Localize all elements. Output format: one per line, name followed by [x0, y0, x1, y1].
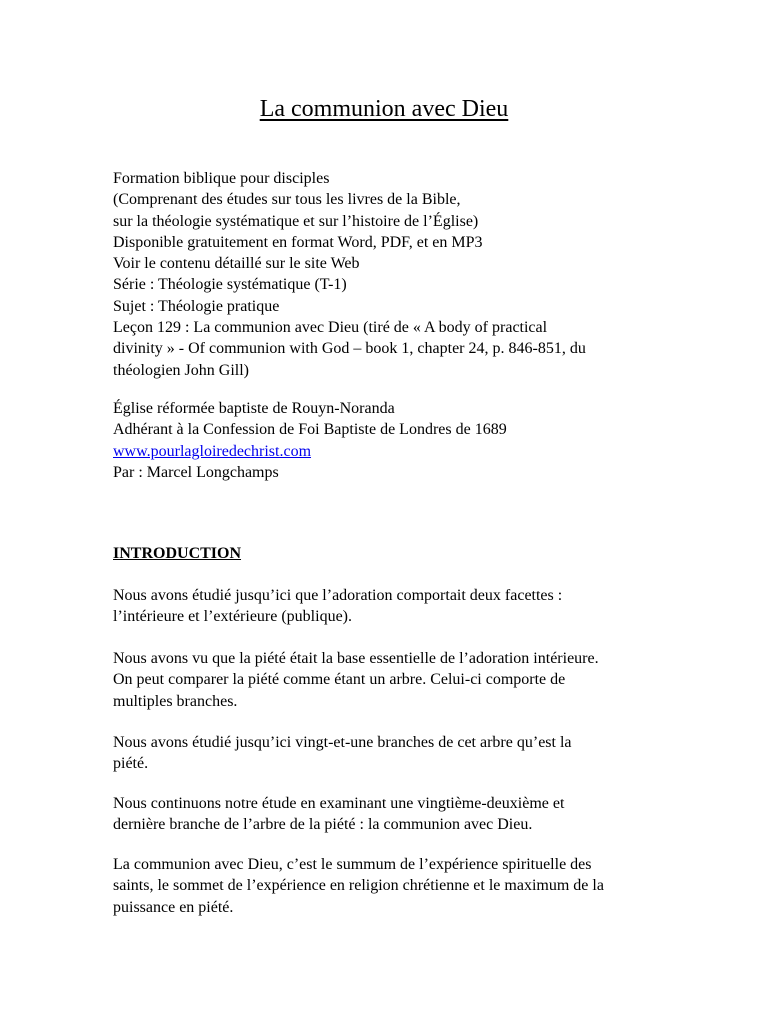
- header-line: (Comprenant des études sur tous les livres de la Bible,: [113, 191, 461, 209]
- church-line: Adhérant à la Confession de Foi Baptiste de Londres de 1689: [113, 421, 507, 439]
- website-link[interactable]: www.pourlagloiredechrist.com: [113, 442, 312, 460]
- page-title: La communion avec Dieu: [259, 96, 509, 122]
- paragraph: [113, 793, 673, 836]
- header-line: Sujet : Théologie pratique: [113, 297, 280, 315]
- paragraph: [113, 648, 673, 712]
- church-line: Église réformée baptiste de Rouyn-Noranda: [113, 400, 395, 417]
- paragraph-line: Nous avons étudié jusqu’ici vingt-et-une branches de cet arbre qu’est la: [113, 734, 572, 751]
- paragraph-line: La communion avec Dieu, c’est le summum de l’expérience spirituelle des: [113, 856, 592, 873]
- paragraph-line: puissance en piété.: [113, 898, 234, 916]
- paragraph-line: dernière branche de l’arbre de la piété : la communion avec Dieu.: [113, 816, 533, 834]
- header-line: Formation biblique pour disciples: [113, 170, 330, 187]
- paragraph: [113, 854, 673, 918]
- header-line: divinity » - Of communion with God – book 1, chapter 24, p. 846-851, du: [113, 340, 586, 358]
- paragraph-line: piété.: [113, 755, 149, 773]
- author-line: Par : Marcel Longchamps: [113, 463, 279, 481]
- paragraph-line: saints, le sommet de l’expérience en religion chrétienne et le maximum de la: [113, 877, 604, 895]
- paragraph-line: Nous continuons notre étude en examinant une vingtième-deuxième et: [113, 795, 565, 812]
- paragraph: [113, 585, 673, 628]
- header-info: [113, 168, 673, 381]
- church-info: [113, 398, 673, 483]
- paragraph-line: On peut comparer la piété comme étant un arbre. Celui-ci comporte de: [113, 671, 566, 689]
- paragraph-line: Nous avons étudié jusqu’ici que l’adoration comportait deux facettes :: [113, 587, 563, 604]
- introduction-heading: INTRODUCTION: [113, 545, 242, 562]
- paragraph-line: multiples branches.: [113, 692, 238, 710]
- header-line: théologien John Gill): [113, 361, 249, 379]
- section-heading: [113, 543, 673, 564]
- header-line: Voir le contenu détaillé sur le site Web: [113, 255, 360, 273]
- paragraph-line: Nous avons vu que la piété était la base essentielle de l’adoration intérieure.: [113, 650, 599, 667]
- paragraph-line: l’intérieure et l’extérieure (publique).: [113, 608, 352, 626]
- header-line: Série : Théologie systématique (T-1): [113, 276, 347, 294]
- header-line: sur la théologie systématique et sur l’histoire de l’Église): [113, 212, 479, 230]
- paragraph: [113, 732, 673, 775]
- header-line: Disponible gratuitement en format Word, PDF, et en MP3: [113, 233, 483, 251]
- header-line: Leçon 129 : La communion avec Dieu (tiré de « A body of practical: [113, 319, 548, 337]
